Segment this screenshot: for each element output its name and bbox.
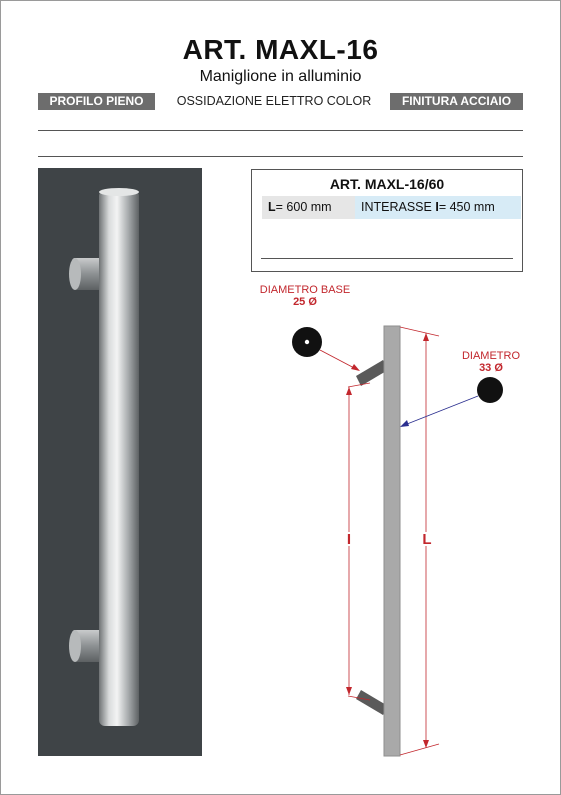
bar-diameter-circle: [477, 377, 503, 403]
bar-diameter-title: DIAMETRO: [461, 350, 521, 362]
l-extension-top: [400, 327, 439, 336]
handle-photo-illustration: [38, 168, 202, 756]
spec-underline: [261, 258, 513, 259]
profile-tag: PROFILO PIENO: [38, 93, 155, 110]
length-cell: [262, 196, 360, 219]
page-title: ART. MAXL-16: [182, 34, 379, 65]
base-diameter-value: 25 Ø: [293, 296, 317, 308]
base-diameter-leader-arrow: [351, 364, 360, 371]
bar-diameter-value: 33 Ø: [479, 362, 503, 374]
technical-drawing: [250, 280, 530, 770]
interasse-value: = 450 mm: [438, 200, 495, 214]
base-diameter-title: DIAMETRO BASE: [259, 284, 351, 296]
length-key: L: [268, 200, 276, 214]
handle-post-bottom-face: [69, 630, 81, 662]
oxidation-label: OSSIDAZIONE ELETTRO COLOR: [176, 94, 372, 108]
bar-diameter-leader-arrow: [400, 420, 409, 427]
finish-tag: FINITURA ACCIAIO: [390, 93, 523, 110]
divider-top: [38, 130, 523, 131]
handle-bar-top-cap: [99, 188, 139, 196]
l-extension-bottom: [400, 744, 439, 755]
spec-title: ART. MAXL-16/60: [329, 176, 445, 192]
interasse-key: I: [435, 200, 439, 214]
interasse-prefix: INTERASSE: [361, 200, 436, 214]
i-dimension-letter: I: [346, 531, 352, 548]
spec-box: [251, 169, 523, 272]
handle-bar: [99, 190, 139, 726]
drawing-post-bottom: [356, 690, 388, 715]
divider-bottom: [38, 156, 523, 157]
interasse-cell: [355, 196, 521, 219]
handle-post-top-face: [69, 258, 81, 290]
drawing-post-top: [356, 360, 388, 386]
i-arrow-top: [346, 387, 352, 395]
length-value: = 600 mm: [275, 200, 332, 214]
i-arrow-bottom: [346, 687, 352, 695]
drawing-bar: [384, 326, 400, 756]
page-subtitle: Maniglione in alluminio: [199, 68, 362, 85]
l-dimension-letter: L: [422, 531, 432, 548]
i-extension-top: [348, 383, 370, 387]
base-diameter-center: [305, 340, 309, 344]
product-photo: [38, 168, 202, 756]
bar-diameter-leader: [402, 396, 478, 426]
l-arrow-top: [423, 333, 429, 341]
